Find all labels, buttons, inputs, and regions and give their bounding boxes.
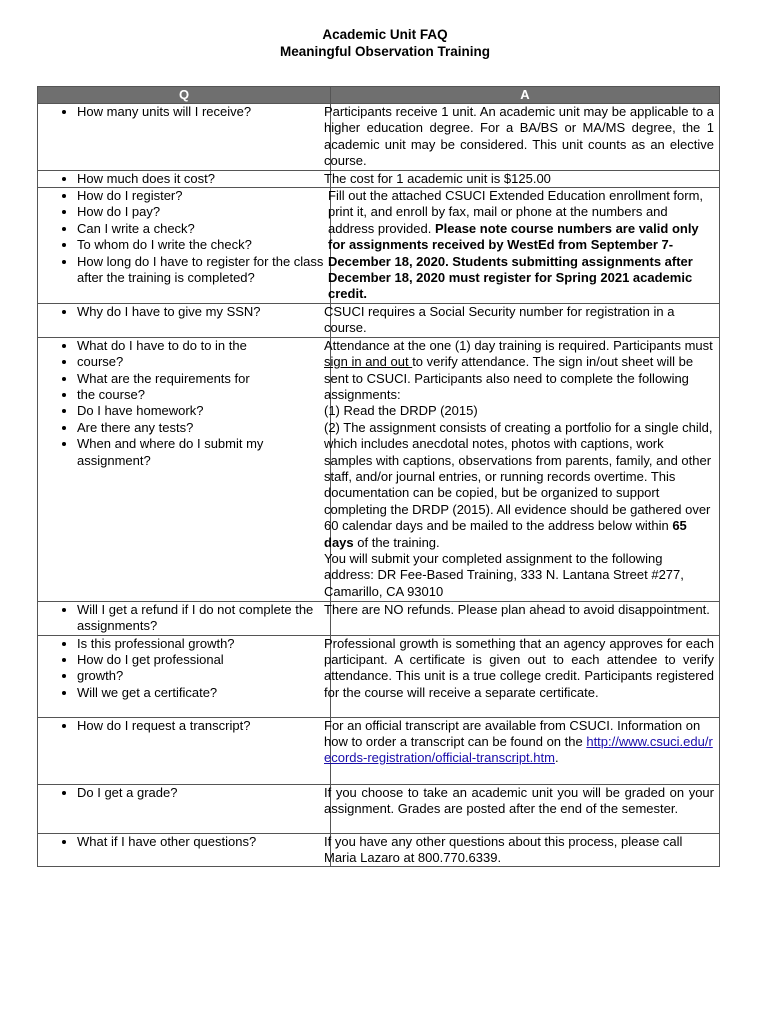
question-list — [38, 602, 330, 635]
deadline-bold: 65 days — [324, 518, 687, 550]
question-item: • Do I get a grade? — [77, 785, 330, 801]
question-item: • What are the requirements for — [77, 371, 330, 387]
question-cell — [38, 601, 331, 635]
question-cell — [38, 303, 331, 337]
table-row — [38, 784, 720, 833]
answer-text-underline: sign in and out — [324, 354, 413, 370]
document-title — [0, 27, 770, 60]
question-item: • How do I request a transcript? — [77, 718, 330, 734]
question-list — [38, 304, 330, 320]
question-item: • course? — [77, 354, 330, 370]
answer-text: Participants receive 1 unit. An academic unit may be applicable to a higher education degree. For a BA/BS or MA/MS degree, the 1 academic unit may be considered. This unit counts as an elective course. — [324, 104, 714, 169]
question-cell — [38, 337, 331, 601]
header-q: Q — [38, 87, 331, 104]
answer-cell — [324, 303, 720, 337]
answer-text: The cost for 1 academic unit is $125.00 — [324, 170, 551, 186]
question-cell — [38, 170, 331, 187]
assignment-item-2: (2) The assignment consists of creating a portfolio for a single child, which includes anecdotal notes, photos with captions, work samples with captions, observations from parents, family, and other staff, and/or journal entries, or running records overtime. This documentation can be copied, but be organized to support completing the DRDP (2015). All evidence should be gathered over 60 calendar days and be mailed to the address below within — [324, 419, 713, 534]
table-row — [38, 337, 720, 601]
question-list — [38, 171, 330, 187]
answer-cell — [324, 635, 720, 717]
transcript-link[interactable]: http://www.csuci.edu/records-registration/official-transcript.htm — [324, 733, 713, 766]
question-cell — [38, 717, 331, 784]
answer-text-part-a: Attendance at the one (1) day training is required. Participants must — [324, 337, 713, 353]
answer-text: There are NO refunds. Please plan ahead to avoid disappointment. — [324, 601, 710, 617]
question-list — [38, 104, 330, 120]
question-item: • growth? — [77, 668, 330, 684]
question-item: • How much does it cost? — [77, 171, 330, 187]
question-list — [38, 718, 330, 734]
question-item: • What do I have to do to in the — [77, 338, 330, 354]
table-row — [38, 635, 720, 717]
assignment-item-2-end: of the training. — [353, 534, 440, 550]
table-row — [38, 717, 720, 784]
table-row — [38, 833, 720, 867]
question-item: • Will we get a certificate? — [77, 685, 330, 701]
answer-cell — [324, 104, 720, 171]
table-row — [38, 104, 720, 171]
submission-address: You will submit your completed assignment to the following address: DR Fee-Based Training, 333 N. Lantana Street #277, Camarillo, CA 93010 — [324, 550, 684, 599]
question-cell — [38, 188, 331, 304]
question-item: • To whom do I write the check? — [77, 237, 330, 253]
answer-text-bold: Please note course numbers are valid only for assignments received by WestEd from September 7-December 18, 2020. Students submitting assignments after December 18, 2020 must register for Spring 2021 academic credit. — [328, 220, 699, 302]
answer-text: Professional growth is something that an agency approves for each participant. A certificate is given out to each attendee to verify attendance. This unit is a true college credit. Participants registered for the course will receive a separate certificate. — [324, 635, 714, 700]
question-item: • Are there any tests? — [77, 420, 330, 436]
question-cell — [38, 833, 331, 867]
answer-text — [324, 188, 719, 303]
question-item: • Why do I have to give my SSN? — [77, 304, 330, 320]
answer-cell — [324, 170, 720, 187]
question-cell — [38, 104, 331, 171]
answer-cell — [324, 337, 720, 601]
answer-text — [324, 338, 719, 601]
answer-cell — [324, 784, 720, 833]
question-item: • What if I have other questions? — [77, 834, 330, 850]
title-line-1: Academic Unit FAQ — [322, 27, 448, 42]
answer-text-regular: For an official transcript are available from CSUCI. Information on how to order a transcript can be found on the — [324, 717, 701, 749]
question-item: • Do I have homework? — [77, 403, 330, 419]
answer-cell — [328, 188, 720, 304]
table-row — [38, 170, 720, 187]
question-item: • Will I get a refund if I do not complete the assignments? — [77, 602, 330, 635]
question-list — [38, 785, 330, 801]
question-cell — [38, 635, 331, 717]
answer-text: If you choose to take an academic unit you will be graded on your assignment. Grades are posted after the end of the semester. — [324, 784, 714, 816]
answer-text-part-b: to verify attendance. The sign in/out sheet will be sent to CSUCI. Participants also need to complete the following assignments: — [324, 354, 694, 402]
table-row — [38, 601, 720, 635]
answer-cell — [324, 601, 720, 635]
answer-cell — [324, 833, 720, 867]
answer-text-end: . — [554, 750, 559, 766]
question-item: • When and where do I submit my assignment? — [77, 436, 330, 469]
question-item: • How do I get professional — [77, 652, 330, 668]
question-list — [38, 338, 330, 469]
question-item: • How many units will I receive? — [77, 104, 330, 120]
table-row — [38, 188, 720, 304]
answer-cell — [324, 717, 720, 784]
question-item: • How do I pay? — [77, 204, 330, 220]
answer-text — [324, 718, 719, 767]
header-a: A — [331, 87, 720, 104]
question-item: • the course? — [77, 387, 330, 403]
question-item: • Is this professional growth? — [77, 636, 330, 652]
table-header-row — [38, 87, 720, 104]
faq-table — [37, 86, 720, 867]
question-cell — [38, 784, 331, 833]
answer-text: If you have any other questions about this process, please call Maria Lazaro at 800.770.6339. — [324, 833, 683, 865]
question-list — [38, 636, 330, 702]
answer-text: CSUCI requires a Social Security number for registration in a course. — [324, 303, 675, 336]
question-item: • How long do I have to register for the class after the training is completed? — [77, 254, 330, 287]
assignment-item-1: (1) Read the DRDP (2015) — [324, 403, 478, 419]
title-line-2: Meaningful Observation Training — [279, 43, 491, 59]
question-list — [38, 188, 330, 286]
question-list — [38, 834, 330, 850]
question-item: • How do I register? — [77, 188, 330, 204]
table-row — [38, 303, 720, 337]
answer-text-regular: Fill out the attached CSUCI Extended Education enrollment form, print it, and enroll by fax, mail or phone at the numbers and address provided. — [328, 188, 704, 236]
question-item: • Can I write a check? — [77, 221, 330, 237]
